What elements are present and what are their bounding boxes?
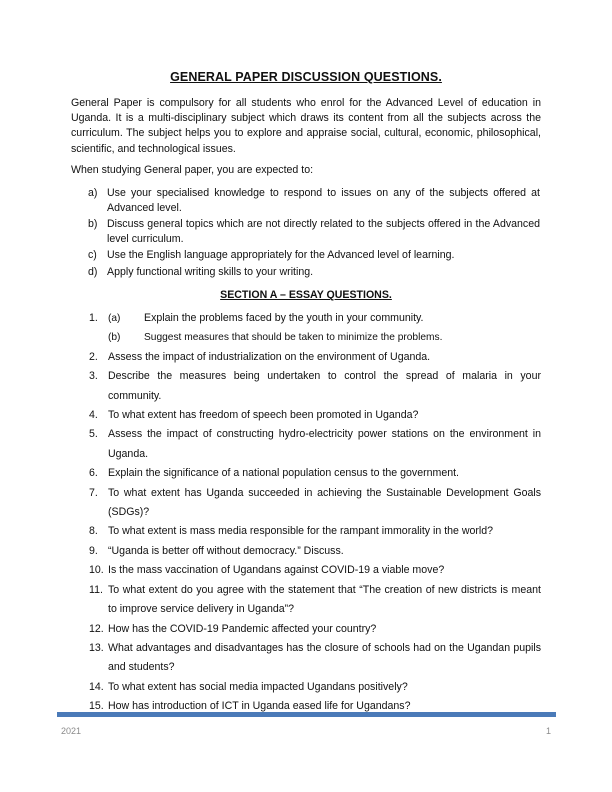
- question-text: Describe the measures being undertaken to control the spread of malaria in your community.: [108, 370, 541, 402]
- subquestion-text: Suggest measures that should be taken to minimize the problems.: [144, 332, 443, 344]
- expectation-text: Apply functional writing skills to your writing.: [107, 265, 314, 278]
- expectations-list: [88, 186, 540, 281]
- question-item: [89, 542, 541, 561]
- question-number: 5.: [89, 428, 98, 441]
- question-text: Explain the significance of a national population census to the government.: [108, 467, 460, 480]
- footer-year: 2021: [61, 726, 82, 736]
- subquestion-text: Explain the problems faced by the youth in your community.: [144, 312, 424, 324]
- question-number: 14.: [89, 680, 104, 693]
- question-number: 6.: [89, 467, 98, 480]
- question-number: 1.: [89, 312, 98, 324]
- question-number: 3.: [89, 370, 98, 383]
- expectation-item: [88, 265, 540, 280]
- question-text: How has introduction of ICT in Uganda eased life for Ugandans?: [108, 700, 411, 713]
- expectation-item: [88, 248, 540, 263]
- question-number: 15.: [89, 700, 104, 713]
- expectation-marker: b): [88, 218, 98, 230]
- footer-page-number: 1: [546, 726, 552, 736]
- question-item: [89, 406, 541, 425]
- expectations-intro: When studying General paper, you are expected to:: [71, 164, 314, 176]
- question-text: To what extent do you agree with the statement that “The creation of new districts is meant to improve service delivery in Uganda”?: [108, 583, 541, 616]
- question-number: 12.: [89, 622, 104, 635]
- question-item: [89, 348, 541, 367]
- question-number: 11.: [89, 583, 103, 596]
- question-number: 13.: [89, 641, 104, 654]
- question-number: 10.: [89, 564, 104, 577]
- page-title: GENERAL PAPER DISCUSSION QUESTIONS.: [170, 70, 442, 84]
- question-text: To what extent has social media impacted Ugandans positively?: [108, 680, 408, 693]
- question-item-1: [89, 309, 541, 348]
- question-number: 9.: [89, 544, 98, 557]
- question-text: Assess the impact of industrialization on the environment of Uganda.: [108, 350, 431, 363]
- footer-rule: [57, 712, 556, 717]
- expectation-text: Discuss general topics which are not directly related to the subjects offered in the Advanced level curriculum.: [107, 218, 540, 245]
- question-item: [89, 464, 541, 483]
- question-item: [89, 639, 541, 678]
- question-item: [89, 620, 541, 639]
- question-number: 4.: [89, 409, 98, 422]
- expectation-item: [88, 217, 540, 246]
- question-item: [89, 522, 541, 541]
- question-text: What advantages and disadvantages has the closure of schools had on the Ugandan pupils and students?: [108, 641, 541, 674]
- expectation-text: Use the English language appropriately for the Advanced level of learning.: [107, 249, 455, 261]
- expectation-text: Use your specialised knowledge to respond to issues on any of the subjects offered at Advanced level.: [107, 187, 540, 214]
- question-text: How has the COVID-19 Pandemic affected your country?: [108, 622, 377, 635]
- question-item: [89, 425, 541, 464]
- question-text: Assess the impact of constructing hydro-electricity power stations on the environment in Uganda.: [108, 428, 541, 460]
- expectation-marker: d): [88, 265, 98, 278]
- question-item: [89, 561, 541, 580]
- expectation-marker: c): [88, 249, 97, 261]
- question-item: [89, 484, 541, 523]
- subquestion-marker: (a): [108, 313, 121, 324]
- questions-list: [89, 309, 541, 717]
- question-number: 7.: [89, 486, 98, 499]
- question-item: [89, 581, 541, 620]
- intro-paragraph: General Paper is compulsory for all students who enrol for the Advanced Level of education in Uganda. It is a multi-disciplinary subject which draws its content from all the subjects across the curriculum. The subject helps you to explore and appraise social, cultural, economic, philosophical, scientific, and technological issues.: [71, 97, 541, 155]
- subquestion-marker: (b): [108, 332, 121, 344]
- question-item: [89, 367, 541, 406]
- question-text: To what extent has freedom of speech been promoted in Uganda?: [108, 409, 419, 422]
- question-number: 2.: [89, 350, 98, 363]
- expectation-marker: a): [88, 187, 98, 199]
- question-number: 8.: [89, 525, 98, 538]
- question-text: Is the mass vaccination of Ugandans against COVID-19 a viable move?: [108, 564, 445, 577]
- question-text: “Uganda is better off without democracy.” Discuss.: [108, 544, 344, 557]
- expectation-item: [88, 186, 540, 215]
- question-item: [89, 678, 541, 697]
- question-text: To what extent has Uganda succeeded in achieving the Sustainable Development Goals (SDGs)?: [108, 486, 541, 519]
- question-text: To what extent is mass media responsible for the rampant immorality in the world?: [108, 525, 494, 538]
- section-title: SECTION A – ESSAY QUESTIONS.: [220, 289, 392, 301]
